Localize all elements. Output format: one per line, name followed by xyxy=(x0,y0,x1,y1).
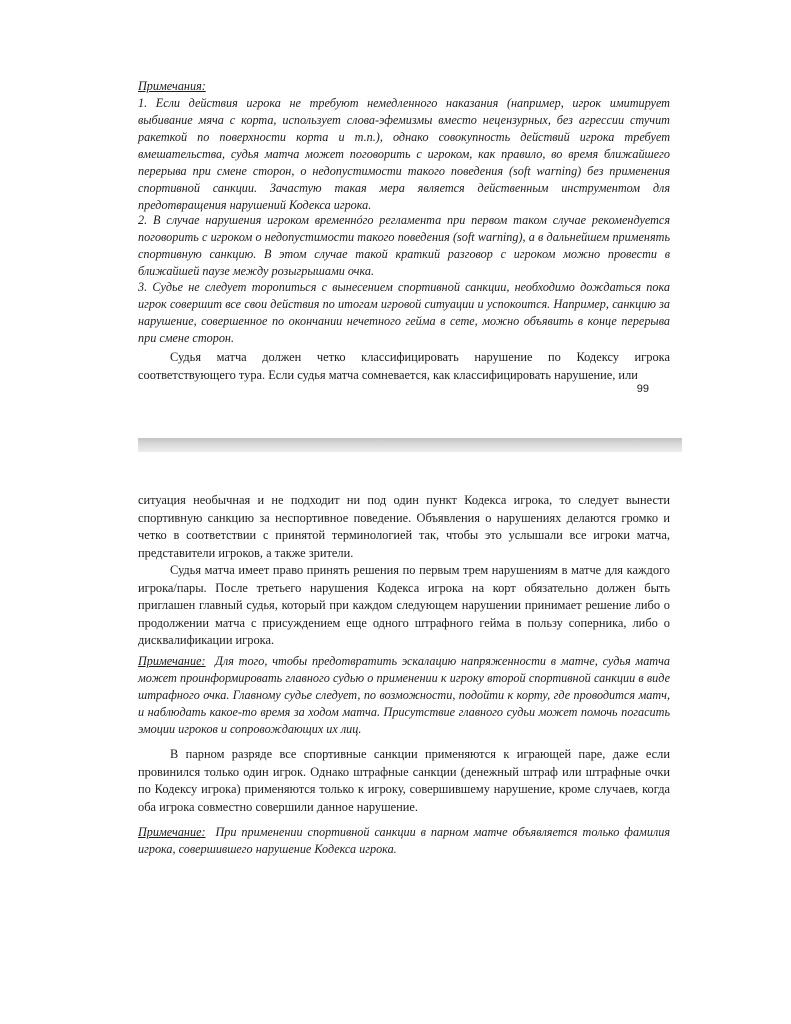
page-99 xyxy=(0,0,791,438)
body-paragraph: Судья матча должен четко классифицировать нарушение по Кодексу игрока соответствующего тура. Если судья матча сомневается, как классифицировать нарушение, или xyxy=(138,350,670,382)
page-separator xyxy=(138,438,682,452)
page-number: 99 xyxy=(636,383,649,395)
note-item-3: 3. Судье не следует торопиться с вынесением спортивной санкции, необходимо дождаться пока игрок совершит все свои действия по итогам игровой ситуации и успокоится. Например, санкцию за нарушение, совершенное по окончании нечетного гейма в сете, можно объявить в конце перерыва при смене сторон. xyxy=(138,280,670,345)
note-label: Примечание: xyxy=(138,825,206,839)
note-doubles xyxy=(138,824,670,858)
note-text: Для того, чтобы предотвратить эскалацию напряженности в матче, судья матча может проинформировать главного судью о применении к игроку второй спортивной санкции в виде штрафного очка. Главному судье следует, по возможности, подойти к корту, где проводится матч, и наблюдать какое-то время за ходом матча. Присутствие главного судьи может помочь погасить эмоции игроков и сопровождающих их лиц. xyxy=(138,654,671,736)
notes-title: Примечания: xyxy=(138,79,206,93)
note-escalation xyxy=(138,653,670,738)
note-text: При применении спортивной санкции в парном матче объявляется только фамилия игрока, совершившего нарушение Кодекса игрока. xyxy=(138,825,670,856)
paragraph-doubles: В парном разряде все спортивные санкции применяются к играющей паре, даже если провинился только один игрок. Однако штрафные санкции (денежный штраф или штрафные очки по Кодексу игрока) применяются только к игроку, совершившему нарушение, кроме случаев, когда оба игрока совместно совершили данное нарушение. xyxy=(138,747,670,814)
note-item-1: 1. Если действия игрока не требуют немедленного наказания (например, игрок имитирует выбивание мяча с корта, использует слова-эфемизмы вместо нецензурных, без агрессии стучит ракеткой по поверхности корта и т.п.), однако совокупность действий игрока требует вмешательства, судья матча может поговорить с игроком, как правило, во время ближайшего перерыва при смене сторон, о недопустимости такого поведения (soft warning) без применения спортивной санкции. Зачастую такая мера является действенным инструментом для предотвращения нарушений Кодекса игрока. xyxy=(138,96,670,212)
page-100 xyxy=(0,452,791,1024)
note-item-2: 2. В случае нарушения игроком временнóго регламента при первом таком случае рекомендуется поговорить с игроком о недопустимости такого поведения (soft warning), а в дальнейшем применять спортивную санкцию. В этом случае такой краткий разговор с игроком можно провести в ближайшей паузе между розыгрышами очка. xyxy=(138,213,670,278)
paragraph-referee-rights: Судья матча имеет право принять решения по первым трем нарушениям в матче для каждого игрока/пары. После третьего нарушения Кодекса игрока на корт обязательно должен быть приглашен главный судья, который при каждом следующем нарушении принимает решение либо о продолжении матча с присуждением еще одного штрафного гейма в пользу соперника, либо о дисквалификации игрока. xyxy=(138,563,670,647)
note-label: Примечание: xyxy=(138,654,206,668)
paragraph-continuation: ситуация необычная и не подходит ни под один пункт Кодекса игрока, то следует вынести спортивную санкцию за неспортивное поведение. Объявления о нарушениях делаются громко и четко в соответствии с принятой терминологией так, чтобы это услышали все игроки матча, представители игроков, а также зрители. xyxy=(138,493,670,560)
